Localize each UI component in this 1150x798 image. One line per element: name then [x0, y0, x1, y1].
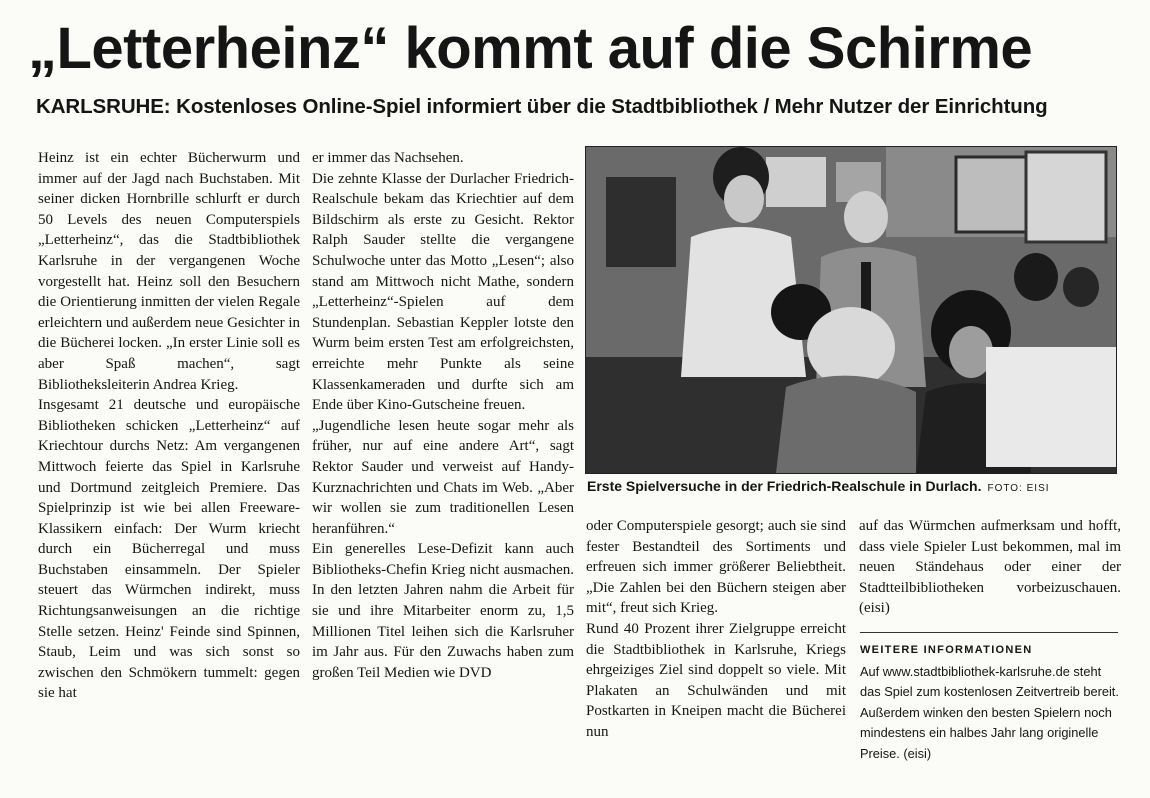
article-subhead: KARLSRUHE: Kostenloses Online-Spiel informiert über die Stadtbibliothek / Mehr Nutzer der Einrichtung [36, 95, 1048, 118]
article-photo [585, 146, 1117, 474]
article-headline: „Letterheinz“ kommt auf die Schirme [28, 16, 1033, 81]
paragraph: oder Computerspiele gesorgt; auch sie sind fester Bestandteil des Sortiments und erfreuen sich immer größerer Beliebtheit. „Die Zahlen bei den Büchern steigen aber mit“, freut sich Krieg. [586, 518, 846, 617]
info-box-text [860, 662, 1122, 764]
info-box-divider [860, 632, 1118, 633]
article-column-1 [38, 148, 300, 704]
paragraph: Insgesamt 21 deutsche und europäische Bibliotheken schicken „Letterheinz“ auf Kriechtour durchs Netz: Am vergangenen Mittwoch feierte das Spiel in Karlsruhe und Dortmund zeitgleich Premiere. Das Spielprinzip ist wie bei allen Freeware-Klassikern einfach: Der Wurm kriecht durch ein Bücherregal und muss Buchstaben einsammeln. Der Spieler steuert das Würmchen indirekt, muss Richtungsanweisungen an die richtige Stelle setzen. Heinz' Feinde sind Spinnen, Staub, Leim und was sich sonst so zwischen den Schmökern tummelt: gegen sie hat [38, 397, 300, 702]
paragraph: Heinz ist ein echter Bücherwurm und immer auf der Jagd nach Buchstaben. Mit seiner dicken Hornbrille schlurft er durch 50 Levels des neuen Computerspiels „Letterheinz“, das die Stadtbibliothek Karlsruhe in der vergangenen Woche vorgestellt hat. Heinz soll den Besuchern die Orientierung inmitten der vielen Regale erleichtern und außerdem neue Gesichter in die Bücherei locken. „In erster Linie soll es aber Spaß machen“, sagt Bibliotheksleiterin Andrea Krieg. [38, 150, 300, 393]
paragraph: auf das Würmchen aufmerksam und hofft, dass viele Spieler Lust bekommen, mal im neuen Ständehaus oder einer der Stadtteilbibliotheken vorbeizuschauen. (eisi) [859, 518, 1121, 617]
photo-caption [587, 476, 1115, 499]
photo-credit: FOTO: EISI [987, 483, 1050, 494]
article-column-4 [859, 516, 1121, 619]
info-box-paragraph: Auf www.stadtbibliothek-karlsruhe.de steht das Spiel zum kostenlosen Zeitvertreib bereit. Außerdem winken den besten Spielern noch mindestens ein halbes Jahr lang originelle Preise. (eisi) [860, 664, 1119, 761]
classroom-photo-illustration [586, 147, 1116, 473]
article-column-2 [312, 148, 574, 683]
paragraph: Ein generelles Lese-Defizit kann auch Bibliotheks-Chefin Krieg nicht ausmachen. In den letzten Jahren nahm die Arbeit für sie und ihre Mitarbeiter enorm zu, 1,5 Millionen Titel leihen sich die Karlsruher im Jahr aus. Für den Zuwachs haben zum großen Teil Medien wie DVD [312, 541, 574, 681]
paragraph: Die zehnte Klasse der Durlacher Friedrich-Realschule bekam das Kriechtier auf dem Bildschirm als erste zu Gesicht. Rektor Ralph Sauder stellte die vergangene Schulwoche unter das Motto „Lesen“; also stand am Mittwoch nicht Mathe, sondern „Letterheinz“-Spielen auf dem Stundenplan. Sebastian Keppler lotste den Wurm beim ersten Test am erfolgreichsten, erreichte mehr Punkte als seine Klassenkameraden und durfte sich am Ende über Kino-Gutscheine freuen. [312, 170, 574, 414]
caption-text: Erste Spielversuche in der Friedrich-Realschule in Durlach. [587, 478, 982, 494]
paragraph: „Jugendliche lesen heute sogar mehr als früher, nur auf eine andere Art“, sagt Rektor Sauder und verweist auf Handy-Kurznachrichten und Chats im Web. „Aber wir wollen sie zum traditionellen Lesen heranführen.“ [312, 417, 574, 537]
paragraph: Rund 40 Prozent ihrer Zielgruppe erreicht die Stadtbibliothek in Karlsruhe, Kriegs ehrgeiziges Ziel sind doppelt so viele. Mit Plakaten an Schulwänden und mit Postkarten in Kneipen macht die Bücherei nun [586, 620, 846, 740]
info-box-heading: WEITERE INFORMATIONEN [860, 644, 1033, 656]
paragraph: er immer das Nachsehen. [312, 150, 464, 166]
article-column-3 [586, 516, 846, 743]
